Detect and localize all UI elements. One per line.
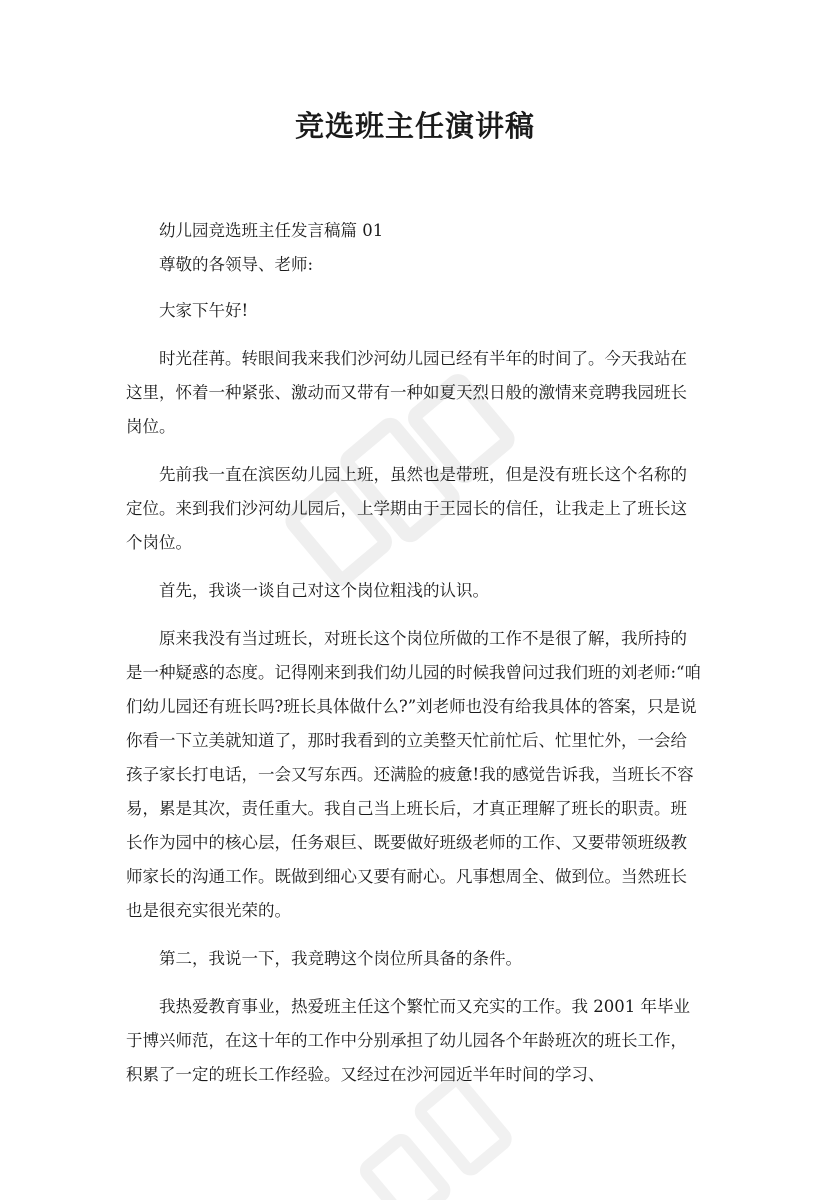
paragraph-2: 先前我一直在滨医幼儿园上班，虽然也是带班，但是没有班长这个名称的定位。来到我们沙河幼儿园后，上学期由于王园长的信任，让我走上了班长这个岗位。 [126,465,687,552]
paragraph-5: 第二，我说一下，我竞聘这个岗位所具备的条件。 [159,949,522,968]
salutation-line: 尊敬的各领导、老师: [159,255,314,274]
page-title: 竞选班主任演讲稿 [294,109,535,143]
watermark-fragment-icon [330,1080,530,1200]
paragraph-3: 首先，我谈一谈自己对这个岗位粗浅的认识。 [159,581,489,600]
document-body [126,214,701,1092]
subtitle-line: 幼儿园竞选班主任发言稿篇 01 [159,221,384,240]
paragraph-4: 原来我没有当过班长，对班长这个岗位所做的工作不是很了解，我所持的是一种疑惑的态度。记得刚来到我们幼儿园的时候我曾问过我们班的刘老师:“咱们幼儿园还有班长吗?班长具体做什么?”刘老师也没有给我具体的答案，只是说你看一下立美就知道了，那时我看到的立美整天忙前忙后、忙里忙外，一会给孩子家长打电话，一会又写东西。还满脸的疲惫!我的感觉告诉我，当班长不容易，累是其次，责任重大。我自己当上班长后，才真正理解了班长的职责。班长作为园中的核心层，任务艰巨、既要做好班级老师的工作、又要带领班级教师家长的沟通工作。既做到细心又要有耐心。凡事想周全、做到位。当然班长也是很充实很光荣的。 [126,629,701,920]
paragraph-6: 我热爱教育事业，热爱班主任这个繁忙而又充实的工作。我 2001 年毕业于博兴师范，在这十年的工作中分别承担了幼儿园各个年龄班次的班长工作，积累了一定的班长工作经验。又经过在沙河园近半年时间的学习、 [126,997,690,1084]
greeting-line: 大家下午好! [159,301,249,320]
paragraph-1: 时光荏苒。转眼间我来我们沙河幼儿园已经有半年的时间了。今天我站在这里，怀着一种紧张、激动而又带有一种如夏天烈日般的激情来竞聘我园班长岗位。 [126,349,687,436]
